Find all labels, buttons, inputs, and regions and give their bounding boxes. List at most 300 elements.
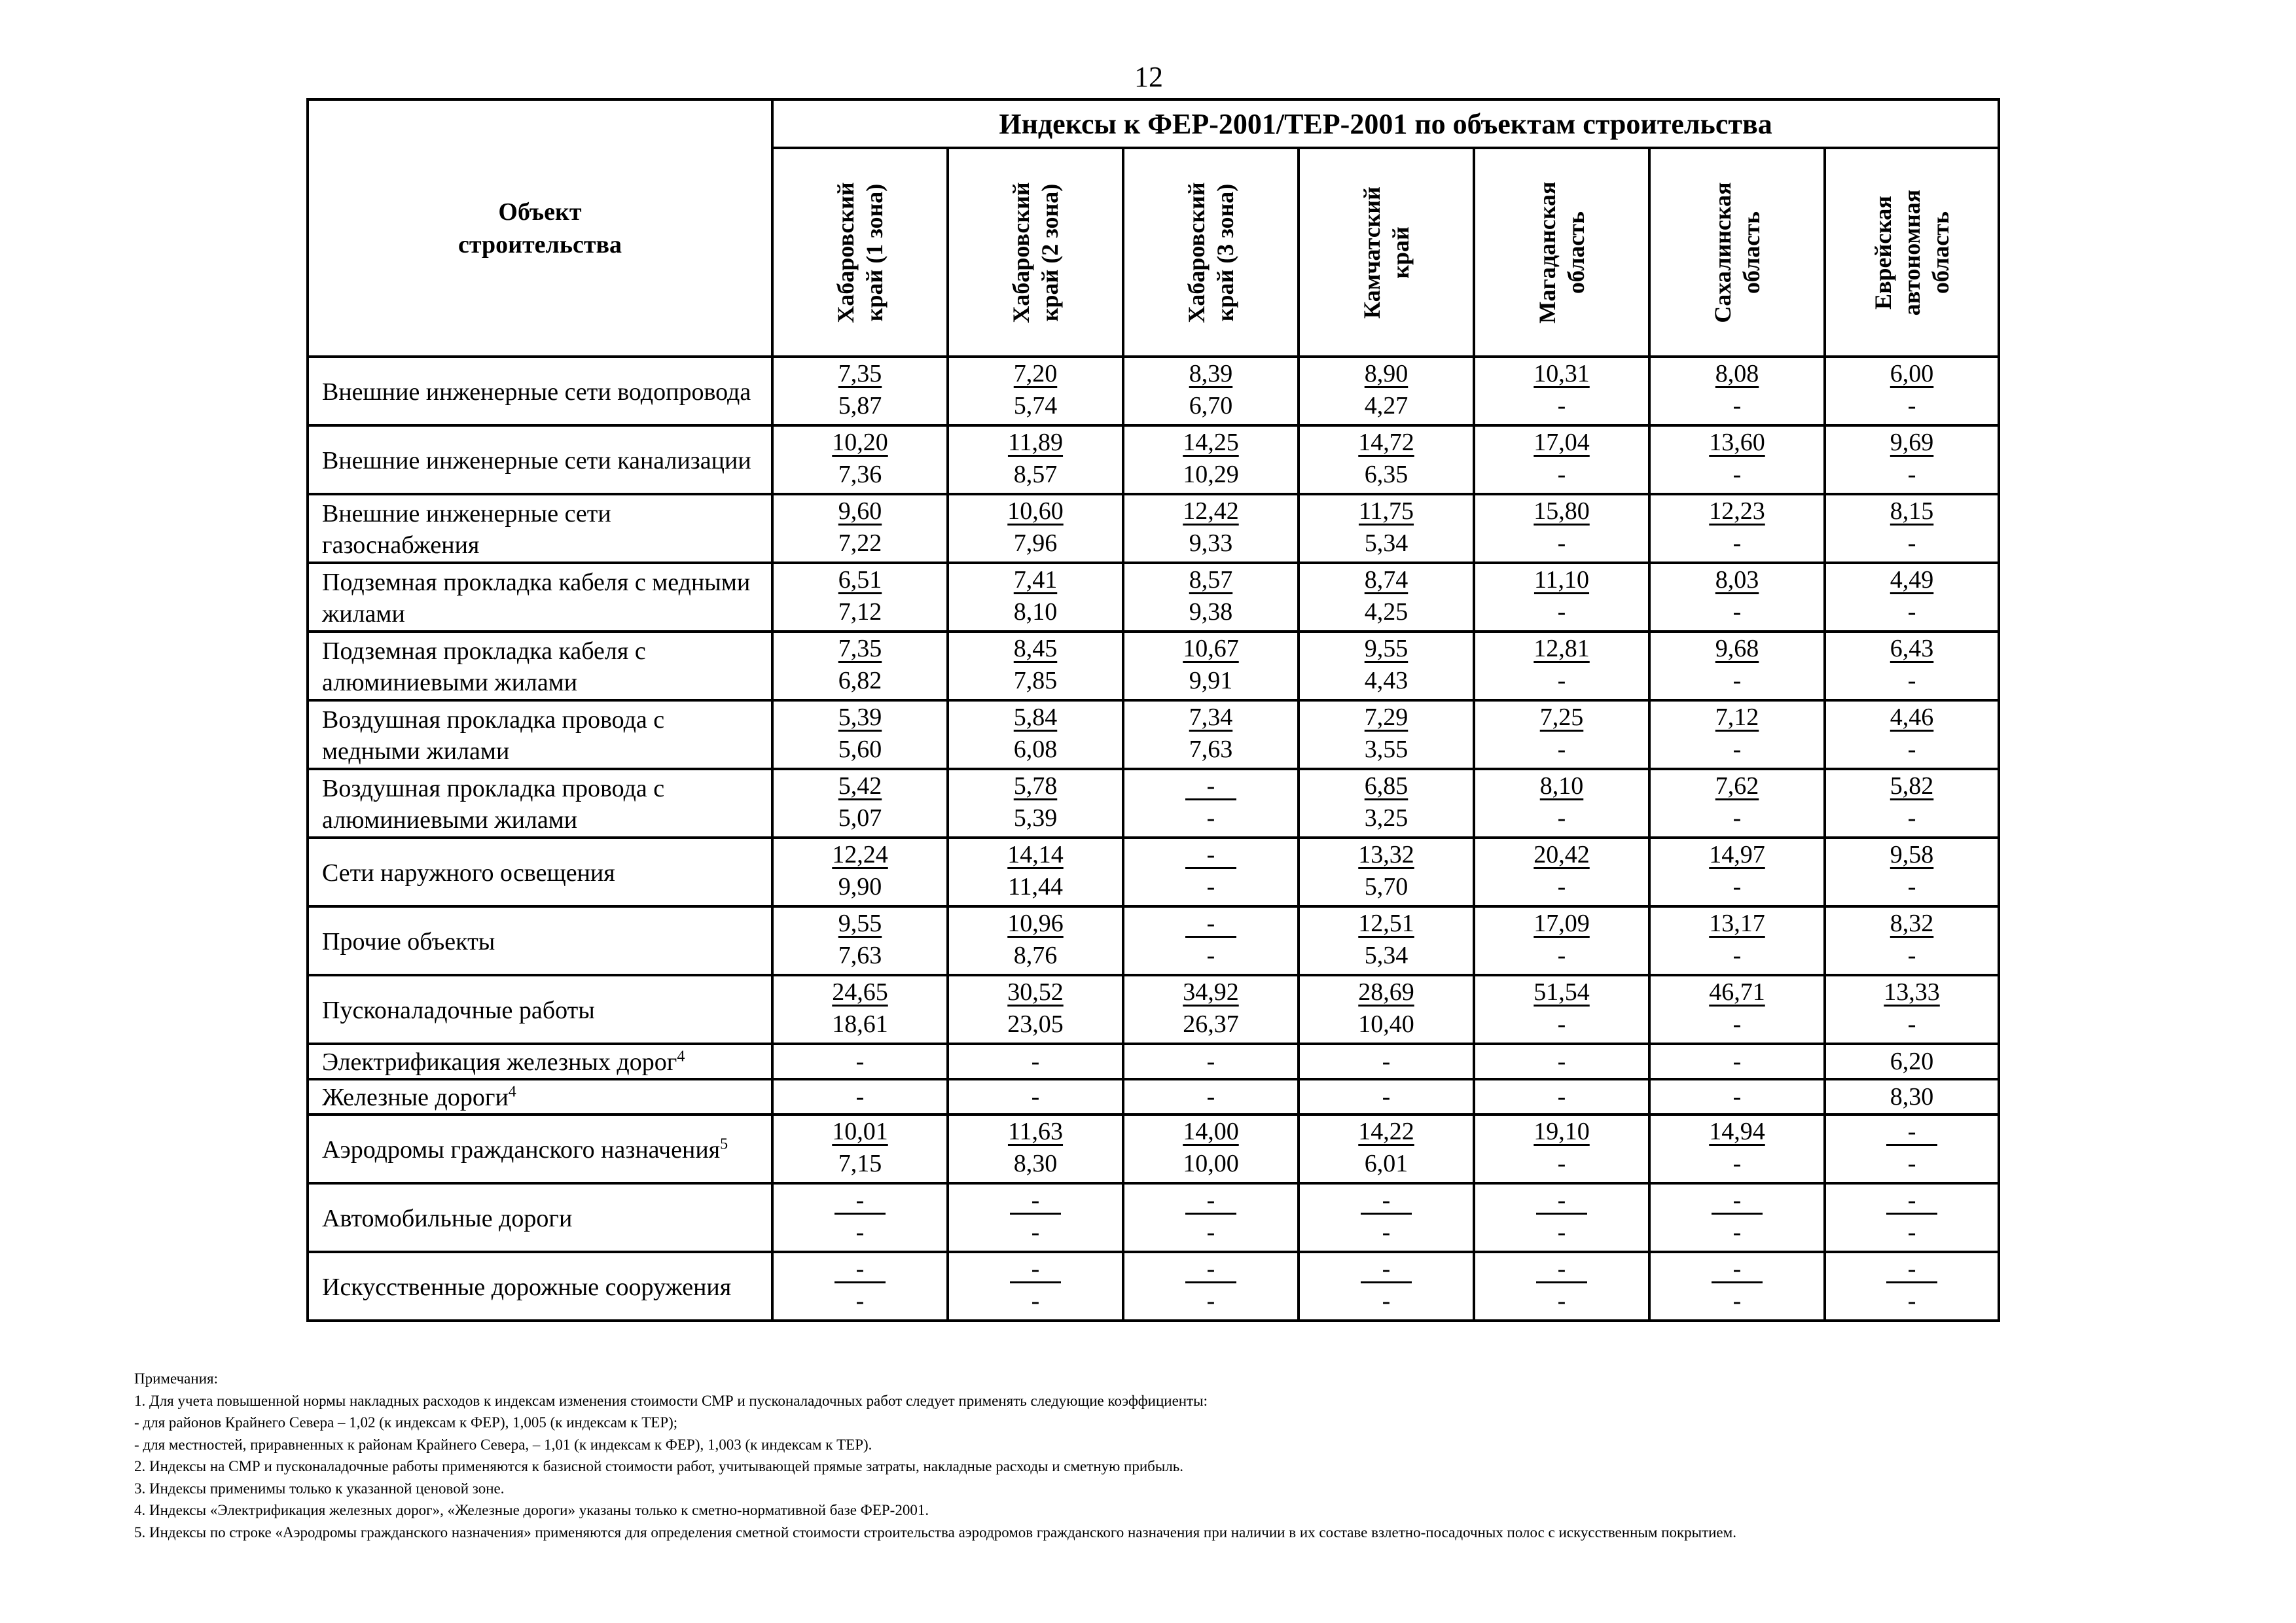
index-cell [948, 700, 1123, 769]
note-line: 2. Индексы на СМР и пусконаладочные работы применяются к базисной стоимости работ, учитывающей прямые затраты, накладные расходы и сметную прибыль. [134, 1458, 1184, 1474]
column-header-label: Камчатский край [1359, 186, 1414, 319]
fer-index-line [1651, 495, 1823, 527]
fer-index-line [1300, 976, 1473, 1008]
table-row [308, 1044, 1999, 1079]
ter-index-value: - [1206, 804, 1215, 832]
index-value: - [1649, 1044, 1825, 1079]
fer-index-line [774, 495, 946, 527]
object-name: Прочие объекты [322, 927, 495, 955]
index-cell [1299, 769, 1474, 838]
ter-index-value: 6,08 [1013, 736, 1058, 763]
fer-index-value: 12,23 [1709, 497, 1765, 525]
index-cell [1123, 906, 1299, 975]
notes-title: Примечания: [134, 1370, 218, 1387]
fer-index-line [1300, 564, 1473, 596]
fer-index-line [1475, 358, 1648, 390]
ter-index-value: - [1732, 1010, 1742, 1038]
index-cell [1123, 425, 1299, 494]
object-name-cell [308, 632, 772, 700]
fer-index-line [774, 839, 946, 871]
index-cell [1474, 425, 1649, 494]
ter-index-value: 7,85 [1013, 667, 1058, 694]
fer-index-value: - [1361, 1188, 1412, 1215]
fer-index-value: - [1361, 1257, 1412, 1283]
ter-index-value: - [1732, 1150, 1742, 1177]
fer-index-value: 51,54 [1534, 978, 1590, 1006]
object-name-cell [308, 769, 772, 838]
table-row [308, 632, 1999, 700]
object-name: Железные дороги [322, 1084, 509, 1111]
index-cell [772, 1183, 948, 1252]
fer-index-line [1651, 839, 1823, 871]
fer-index-value: 7,41 [1013, 566, 1058, 594]
fer-index-value: 7,12 [1715, 704, 1759, 731]
table-row [308, 494, 1999, 563]
object-name: Внешние инженерные сети канализации [322, 446, 751, 474]
ter-index-value: 6,82 [838, 667, 882, 694]
fer-index-value: 14,14 [1007, 841, 1064, 868]
ter-index-value: - [1732, 942, 1742, 969]
fer-index-value: 10,20 [832, 429, 888, 456]
table-row [308, 838, 1999, 906]
ter-index-value: 4,27 [1364, 392, 1408, 419]
ter-index-value: - [1907, 1150, 1916, 1177]
fer-index-line [1826, 908, 1998, 940]
ter-index-value: - [1907, 529, 1916, 557]
fer-index-line [949, 358, 1122, 390]
note-line: 4. Индексы «Электрификация железных дорог», «Железные дороги» указаны только к сметно-нормативной базе ФЕР-2001. [134, 1502, 929, 1518]
ter-index-value: 5,87 [838, 392, 882, 419]
index-cell [1649, 838, 1825, 906]
object-name: Внешние инженерные сети газоснабжения [322, 499, 611, 559]
index-cell [1299, 494, 1474, 563]
column-header [1123, 148, 1299, 357]
index-cell [948, 563, 1123, 632]
fer-index-line [1475, 495, 1648, 527]
fer-index-value: 17,04 [1534, 429, 1590, 456]
fer-index-value: 13,32 [1358, 841, 1414, 868]
index-cell [1649, 700, 1825, 769]
index-cell [1123, 1252, 1299, 1321]
fer-index-line [949, 770, 1122, 802]
fer-index-line [774, 976, 946, 1008]
index-cell [1299, 906, 1474, 975]
fer-index-line [774, 1116, 946, 1148]
index-cell [1649, 1115, 1825, 1183]
index-cell [948, 1115, 1123, 1183]
fer-index-line [1826, 839, 1998, 871]
fer-index-value: 8,39 [1189, 360, 1233, 387]
table-row [308, 700, 1999, 769]
ter-index-value: 4,43 [1364, 667, 1408, 694]
index-cell [1123, 1183, 1299, 1252]
index-cell [1474, 357, 1649, 425]
fer-index-line [949, 1253, 1122, 1285]
fer-index-value: 14,25 [1183, 429, 1239, 456]
ter-index-value: - [1907, 736, 1916, 763]
fer-index-value: 6,00 [1890, 360, 1934, 387]
index-cell [1474, 838, 1649, 906]
index-cell [1649, 769, 1825, 838]
ter-index-value: 9,38 [1189, 598, 1233, 626]
fer-index-line [1475, 1185, 1648, 1217]
fer-index-line [949, 908, 1122, 940]
ter-index-value: - [1382, 1287, 1391, 1315]
ter-index-value: 26,37 [1183, 1010, 1239, 1038]
fer-index-value: 10,31 [1534, 360, 1590, 387]
fer-index-value: 12,42 [1183, 497, 1239, 525]
ter-index-value: 10,29 [1183, 461, 1239, 488]
ter-index-value: 8,30 [1013, 1150, 1058, 1177]
fer-index-line [1651, 358, 1823, 390]
fer-index-value: 10,67 [1183, 635, 1239, 662]
table-row [308, 769, 1999, 838]
column-header [772, 148, 948, 357]
ter-index-value: 23,05 [1007, 1010, 1064, 1038]
index-cell [948, 357, 1123, 425]
fer-index-value: 12,51 [1358, 910, 1414, 937]
fer-index-value: 7,20 [1013, 360, 1058, 387]
index-value: - [948, 1079, 1123, 1115]
ter-index-value: - [1732, 392, 1742, 419]
index-cell [1474, 769, 1649, 838]
object-name: Подземная прокладка кабеля с алюминиевыми жилами [322, 637, 646, 696]
index-cell [948, 906, 1123, 975]
ter-index-value: - [1907, 392, 1916, 419]
object-name-cell [308, 1044, 772, 1079]
index-cell [1299, 1115, 1474, 1183]
ter-index-value: 5,39 [1013, 804, 1058, 832]
ter-index-value: - [1907, 1010, 1916, 1038]
column-header-label: Хабаровский край (2 зона) [1008, 181, 1063, 323]
index-cell [1123, 563, 1299, 632]
fer-index-value: 7,29 [1364, 704, 1408, 731]
ter-index-value: 11,44 [1007, 873, 1064, 901]
index-cell [948, 838, 1123, 906]
fer-index-line [1124, 1253, 1297, 1285]
group-header: Индексы к ФЕР-2001/ТЕР-2001 по объектам строительства [772, 99, 1999, 148]
fer-index-line [1651, 770, 1823, 802]
table-row [308, 1079, 1999, 1115]
fer-index-value: 46,71 [1709, 978, 1765, 1006]
fer-index-value: 34,92 [1183, 978, 1239, 1006]
fer-index-value: 7,62 [1715, 772, 1759, 800]
index-cell [1299, 838, 1474, 906]
index-cell [1825, 769, 1999, 838]
object-name-cell [308, 906, 772, 975]
fer-index-value: 9,60 [838, 497, 882, 525]
ter-index-value: - [1031, 1219, 1040, 1246]
object-name: Сети наружного освещения [322, 859, 615, 887]
index-cell [948, 632, 1123, 700]
fer-index-line [774, 770, 946, 802]
fer-index-line [1651, 1185, 1823, 1217]
fer-index-value: 7,25 [1539, 704, 1584, 731]
fer-index-value: 4,46 [1890, 704, 1934, 731]
fer-index-line [1475, 702, 1648, 734]
fer-index-line [949, 495, 1122, 527]
object-name-cell [308, 357, 772, 425]
fer-index-line [1475, 839, 1648, 871]
ter-index-value: - [1557, 736, 1566, 763]
footnote-ref: 5 [720, 1135, 728, 1152]
index-cell [1123, 769, 1299, 838]
ter-index-value: 7,22 [838, 529, 882, 557]
fer-index-value: 10,01 [832, 1118, 888, 1145]
index-cell [1123, 357, 1299, 425]
index-cell [1474, 975, 1649, 1044]
ter-index-value: 8,10 [1013, 598, 1058, 626]
fer-index-line [1300, 1116, 1473, 1148]
fer-index-line [949, 976, 1122, 1008]
index-cell [1649, 494, 1825, 563]
ter-index-value: - [1557, 598, 1566, 626]
fer-index-line [774, 633, 946, 665]
index-cell [1649, 1183, 1825, 1252]
index-cell [772, 1252, 948, 1321]
index-cell [1123, 632, 1299, 700]
fer-index-line [774, 1185, 946, 1217]
fer-index-line [1826, 358, 1998, 390]
fer-index-line [1300, 702, 1473, 734]
fer-index-value: 5,82 [1890, 772, 1934, 800]
object-name-cell [308, 838, 772, 906]
index-cell [1825, 357, 1999, 425]
fer-index-value: 7,35 [838, 360, 882, 387]
table-row [308, 357, 1999, 425]
ter-index-value: 7,63 [1189, 736, 1233, 763]
fer-index-line [1475, 1116, 1648, 1148]
object-name-cell [308, 425, 772, 494]
fer-index-value: 8,10 [1539, 772, 1584, 800]
ter-index-value: 9,91 [1189, 667, 1233, 694]
fer-index-line [1300, 908, 1473, 940]
index-cell [1123, 975, 1299, 1044]
ter-index-value: - [1907, 942, 1916, 969]
ter-index-value: - [1557, 667, 1566, 694]
fer-index-value: - [1010, 1257, 1061, 1283]
ter-index-value: 5,74 [1013, 392, 1058, 419]
table-row [308, 425, 1999, 494]
ter-index-value: - [855, 1219, 865, 1246]
table-header-row [308, 99, 1999, 148]
fer-index-line [1300, 495, 1473, 527]
table-row [308, 1115, 1999, 1183]
ter-index-value: - [1557, 1287, 1566, 1315]
index-cell [1825, 1183, 1999, 1252]
ter-index-value: - [1206, 1219, 1215, 1246]
fer-index-value: - [834, 1257, 886, 1283]
ter-index-value: - [1557, 1219, 1566, 1246]
ter-index-value: 10,00 [1183, 1150, 1239, 1177]
ter-index-value: 9,90 [838, 873, 882, 901]
ter-index-value: 5,07 [838, 804, 882, 832]
table-row [308, 975, 1999, 1044]
fer-index-value: 4,49 [1890, 566, 1934, 594]
table-row [308, 563, 1999, 632]
ter-index-value: 7,12 [838, 598, 882, 626]
index-cell [1474, 563, 1649, 632]
fer-index-value: 13,33 [1884, 978, 1940, 1006]
index-cell [772, 838, 948, 906]
index-cell [772, 769, 948, 838]
fer-index-value: 5,84 [1013, 704, 1058, 731]
fer-index-value: 11,10 [1534, 566, 1590, 594]
index-cell [772, 494, 948, 563]
index-cell [1299, 975, 1474, 1044]
fer-index-value: 8,32 [1890, 910, 1934, 937]
object-name-cell [308, 975, 772, 1044]
fer-index-value: - [1185, 1257, 1236, 1283]
fer-index-value: 19,10 [1534, 1118, 1590, 1145]
ter-index-value: 8,57 [1013, 461, 1058, 488]
ter-index-value: - [1732, 804, 1742, 832]
fer-index-line [949, 702, 1122, 734]
fer-index-line [1124, 427, 1297, 459]
ter-index-value: - [1206, 942, 1215, 969]
fer-index-line [1475, 1253, 1648, 1285]
ter-index-value: - [1732, 529, 1742, 557]
fer-index-line [1124, 770, 1297, 802]
fer-index-line [1826, 976, 1998, 1008]
fer-index-line [1124, 564, 1297, 596]
fer-index-value: 30,52 [1007, 978, 1064, 1006]
fer-index-line [1826, 633, 1998, 665]
index-value: - [772, 1044, 948, 1079]
index-cell [1474, 632, 1649, 700]
index-cell [1474, 1115, 1649, 1183]
ter-index-value: 9,33 [1189, 529, 1233, 557]
fer-index-value: 8,57 [1189, 566, 1233, 594]
fer-index-value: 7,35 [838, 635, 882, 662]
ter-index-value: 7,36 [838, 461, 882, 488]
fer-index-line [1826, 1116, 1998, 1148]
fer-index-value: 8,74 [1364, 566, 1408, 594]
fer-index-value: 8,03 [1715, 566, 1759, 594]
object-name-cell [308, 1183, 772, 1252]
index-value: - [1123, 1079, 1299, 1115]
fer-index-line [1124, 839, 1297, 871]
column-header-label: Хабаровский край (3 зона) [1183, 181, 1238, 323]
table-row [308, 1183, 1999, 1252]
index-cell [1474, 700, 1649, 769]
index-cell [1825, 563, 1999, 632]
index-value: - [1299, 1079, 1474, 1115]
fer-index-value: 8,08 [1715, 360, 1759, 387]
fer-index-line [1826, 1185, 1998, 1217]
fer-index-line [1300, 427, 1473, 459]
footnote-ref: 4 [508, 1083, 516, 1101]
index-value: - [948, 1044, 1123, 1079]
column-header [1474, 148, 1649, 357]
object-name: Подземная прокладка кабеля с медными жилами [322, 568, 751, 628]
fer-index-value: 11,89 [1007, 429, 1064, 456]
fer-index-line [949, 564, 1122, 596]
fer-index-line [1124, 495, 1297, 527]
fer-index-line [1826, 495, 1998, 527]
fer-index-value: 14,72 [1358, 429, 1414, 456]
index-cell [948, 494, 1123, 563]
fer-index-line [1124, 1116, 1297, 1148]
fer-index-line [1124, 358, 1297, 390]
index-cell [772, 700, 948, 769]
ter-index-value: 8,76 [1013, 942, 1058, 969]
ter-index-value: 5,60 [838, 736, 882, 763]
fer-index-value: 5,39 [838, 704, 882, 731]
ter-index-value: 4,25 [1364, 598, 1408, 626]
index-cell [1649, 975, 1825, 1044]
ter-index-value: - [1907, 804, 1916, 832]
object-name: Автомобильные дороги [322, 1204, 573, 1232]
ter-index-value: 3,55 [1364, 736, 1408, 763]
fer-index-line [1300, 1253, 1473, 1285]
fer-index-line [774, 1253, 946, 1285]
fer-index-value: 9,55 [838, 910, 882, 937]
index-cell [1299, 563, 1474, 632]
fer-index-line [1826, 770, 1998, 802]
fer-index-value: 12,24 [832, 841, 888, 868]
fer-index-value: - [1712, 1188, 1763, 1215]
fer-index-value: 6,43 [1890, 635, 1934, 662]
table-row [308, 906, 1999, 975]
ter-index-value: - [1557, 1010, 1566, 1038]
fer-index-line [1475, 908, 1648, 940]
index-cell [1299, 1252, 1474, 1321]
object-name: Воздушная прокладка провода с алюминиевыми жилами [322, 774, 665, 834]
fer-index-line [1475, 564, 1648, 596]
index-cell [1649, 906, 1825, 975]
fer-index-value: - [1010, 1188, 1061, 1215]
index-cell [1825, 975, 1999, 1044]
ter-index-value: - [1557, 461, 1566, 488]
index-cell [772, 906, 948, 975]
column-header-label: Сахалинская область [1710, 181, 1765, 323]
index-cell [1474, 1252, 1649, 1321]
indices-table [306, 98, 2000, 1322]
note-line: 3. Индексы применимы только к указанной ценовой зоне. [134, 1480, 505, 1497]
note-line: 5. Индексы по строке «Аэродромы гражданского назначения» применяются для определения сметной стоимости строительства аэродромов гражданского назначения при наличии в их составе взлетно-посадочных полос с искусственным покрытием. [134, 1524, 1736, 1541]
fer-index-line [1300, 633, 1473, 665]
fer-index-value: - [1185, 774, 1236, 800]
fer-index-line [949, 1116, 1122, 1148]
fer-index-value: 9,68 [1715, 635, 1759, 662]
fer-index-line [1124, 976, 1297, 1008]
fer-index-line [1651, 908, 1823, 940]
fer-index-value: - [1886, 1188, 1937, 1215]
fer-index-line [1651, 702, 1823, 734]
fer-index-line [1826, 427, 1998, 459]
index-cell [1123, 494, 1299, 563]
fer-index-value: - [1712, 1257, 1763, 1283]
fer-index-value: 24,65 [832, 978, 888, 1006]
index-value: - [772, 1079, 948, 1115]
ter-index-value: - [1732, 736, 1742, 763]
column-header [1825, 148, 1999, 357]
column-header-label: Хабаровский край (1 зона) [833, 181, 888, 323]
fer-index-value: 14,94 [1709, 1118, 1765, 1145]
ter-index-value: 3,25 [1364, 804, 1408, 832]
ter-index-value: 6,01 [1364, 1150, 1408, 1177]
fer-index-value: - [1185, 911, 1236, 938]
index-cell [1825, 632, 1999, 700]
object-name-cell [308, 1115, 772, 1183]
fer-index-line [1826, 564, 1998, 596]
ter-index-value: - [1557, 804, 1566, 832]
fer-index-value: 13,60 [1709, 429, 1765, 456]
fer-index-value: 6,85 [1364, 772, 1408, 800]
fer-index-line [1300, 358, 1473, 390]
object-name: Аэродромы гражданского назначения [322, 1135, 721, 1164]
